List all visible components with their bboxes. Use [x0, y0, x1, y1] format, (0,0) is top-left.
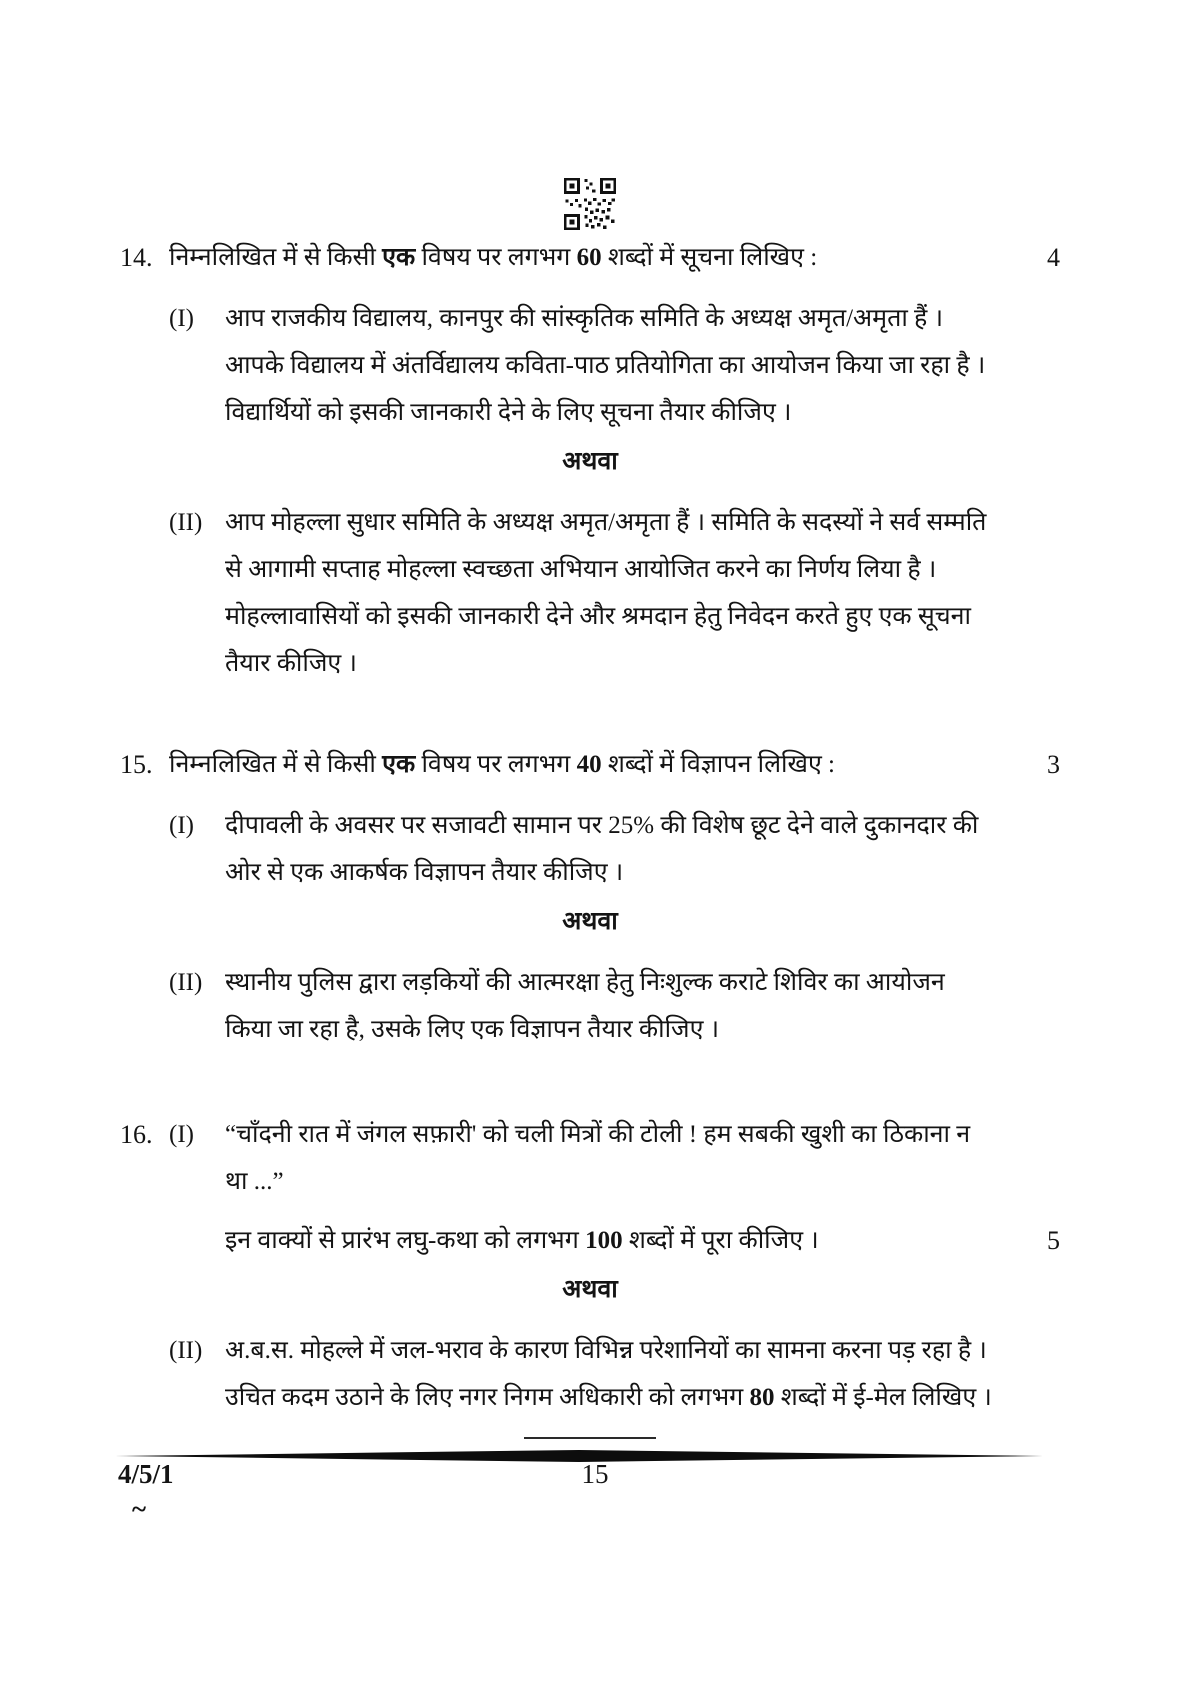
- part-label: (I): [169, 305, 194, 332]
- text-line: [225, 959, 1060, 1006]
- paragraph: [225, 499, 1060, 687]
- or-separator: अथवा: [562, 908, 618, 935]
- text-segment: मोहल्लावासियों को इसकी जानकारी देने और श्रमदान हेतु निवेदन करते हुए एक सूचना: [225, 603, 972, 630]
- text-segment: स्थानीय पुलिस द्वारा लड़कियों की आत्मरक्षा हेतु निःशुल्क कराटे शिविर का आयोजन: [225, 969, 945, 996]
- indent-spacer: [120, 1327, 169, 1421]
- text-segment: शब्दों में ई-मेल लिखिए ।: [774, 1384, 992, 1411]
- question-heading: [120, 234, 1060, 281]
- part-label: (II): [169, 1337, 203, 1364]
- question-heading: [120, 741, 1060, 788]
- text-line: [225, 1006, 1060, 1053]
- text-line: [225, 1158, 1060, 1205]
- text-segment: शब्दों में सूचना लिखिए :: [601, 244, 818, 271]
- part-body: [225, 802, 1060, 896]
- text-line: [225, 295, 1060, 342]
- text-segment: शब्दों में पूरा कीजिए ।: [622, 1227, 819, 1254]
- text-segment: था ...”: [225, 1168, 284, 1195]
- text-segment: आप राजकीय विद्यालय, कानपुर की सांस्कृतिक समिति के अध्यक्ष अमृत/अमृता हैं ।: [225, 305, 944, 332]
- tilde-mark: ~: [132, 1494, 147, 1524]
- qr-code-wrapper: [120, 178, 1060, 232]
- question-part: [120, 499, 1060, 687]
- paragraph: [225, 1217, 1060, 1264]
- text-line: [225, 389, 1060, 436]
- text-line: [225, 849, 1060, 896]
- or-separator: अथवा: [562, 1276, 618, 1303]
- qr-code-icon: [564, 178, 616, 230]
- paper-code: 4/5/1: [118, 1459, 174, 1489]
- question-part: [120, 959, 1060, 1053]
- part-label: (I): [169, 1121, 194, 1148]
- text-segment: 100: [585, 1227, 623, 1254]
- text-line: [225, 802, 1060, 849]
- text-line: [225, 499, 1060, 546]
- text-segment: 80: [749, 1384, 775, 1411]
- text-segment: उचित कदम उठाने के लिए नगर निगम अधिकारी को लगभग: [225, 1384, 750, 1411]
- text-line: [225, 640, 1060, 687]
- part-label: (II): [169, 509, 203, 536]
- text-line: [225, 546, 1060, 593]
- question-number: 16.: [120, 1120, 153, 1149]
- indent-spacer: [120, 959, 169, 1053]
- text-segment: अ.ब.स. मोहल्ले में जल-भराव के कारण विभिन्न परेशानियों का सामना करना पड़ रहा है ।: [225, 1337, 987, 1364]
- text-segment: एक: [382, 751, 416, 778]
- text-line: [225, 593, 1060, 640]
- or-separator: अथवा: [562, 448, 618, 475]
- page-footer: [0, 1458, 1190, 1490]
- marks-value: 3: [1047, 750, 1060, 779]
- text-segment: 60: [576, 244, 602, 271]
- text-segment: एक: [382, 244, 416, 271]
- questions-container: [120, 234, 1060, 1439]
- question-part: [120, 1327, 1060, 1421]
- part-body: [225, 295, 1060, 436]
- question-part: [120, 802, 1060, 896]
- text-segment: विषय पर लगभग: [415, 751, 577, 778]
- text-line: [225, 1327, 1060, 1374]
- text-segment: ओर से एक आकर्षक विज्ञापन तैयार कीजिए ।: [225, 859, 624, 886]
- paragraph: [225, 295, 1060, 436]
- part-label: (II): [169, 969, 203, 996]
- marks-value: 4: [1047, 243, 1060, 272]
- question-number: 15.: [120, 750, 153, 779]
- paragraph: [225, 1327, 1060, 1421]
- text-segment: इन वाक्यों से प्रारंभ लघु-कथा को लगभग: [225, 1227, 586, 1254]
- text-segment: निम्नलिखित में से किसी: [169, 751, 383, 778]
- question-part: [120, 1111, 1060, 1264]
- paragraph: [225, 959, 1060, 1053]
- page-content: [120, 0, 1060, 1439]
- text-segment: “चाँदनी रात में जंगल सफ़ारी' को चली मित्रों की टोली ! हम सबकी खुशी का ठिकाना न: [225, 1121, 971, 1148]
- text-segment: शब्दों में विज्ञापन लिखिए :: [601, 751, 835, 778]
- question-part: [120, 295, 1060, 436]
- text-segment: तैयार कीजिए ।: [225, 650, 357, 677]
- text-line: [225, 1217, 1060, 1264]
- question-number: 14.: [120, 243, 153, 272]
- text-line: [225, 342, 1060, 389]
- text-segment: विद्यार्थियों को इसकी जानकारी देने के लिए सूचना तैयार कीजिए ।: [225, 399, 792, 426]
- paragraph: [225, 1111, 1060, 1205]
- part-body: [225, 1327, 1060, 1421]
- text-line: [225, 1374, 1060, 1421]
- question-heading-text: [169, 234, 1060, 281]
- text-segment: आपके विद्यालय में अंतर्विद्यालय कविता-पाठ प्रतियोगिता का आयोजन किया जा रहा है ।: [225, 352, 986, 379]
- text-segment: 40: [576, 751, 602, 778]
- part-body: [225, 959, 1060, 1053]
- text-segment: विषय पर लगभग: [415, 244, 577, 271]
- text-segment: दीपावली के अवसर पर सजावटी सामान पर 25% की विशेष छूट देने वाले दुकानदार की: [225, 812, 979, 839]
- text-line: [225, 1111, 1060, 1158]
- text-segment: निम्नलिखित में से किसी: [169, 244, 383, 271]
- marks-value: 5: [1047, 1226, 1060, 1255]
- paragraph: [225, 802, 1060, 896]
- question-heading-text: [169, 741, 1060, 788]
- text-segment: किया जा रहा है, उसके लिए एक विज्ञापन तैयार कीजिए ।: [225, 1016, 720, 1043]
- text-segment: से आगामी सप्ताह मोहल्ला स्वच्छता अभियान आयोजित करने का निर्णय लिया है ।: [225, 556, 937, 583]
- end-rule: [524, 1437, 656, 1439]
- text-segment: आप मोहल्ला सुधार समिति के अध्यक्ष अमृत/अमृता हैं । समिति के सदस्यों ने सर्व सम्मति: [225, 509, 987, 536]
- page-number: 15: [581, 1459, 609, 1489]
- indent-spacer: [120, 295, 169, 436]
- indent-spacer: [120, 802, 169, 896]
- part-label: (I): [169, 812, 194, 839]
- indent-spacer: [120, 499, 169, 687]
- part-body: [225, 499, 1060, 687]
- part-body: [225, 1111, 1060, 1264]
